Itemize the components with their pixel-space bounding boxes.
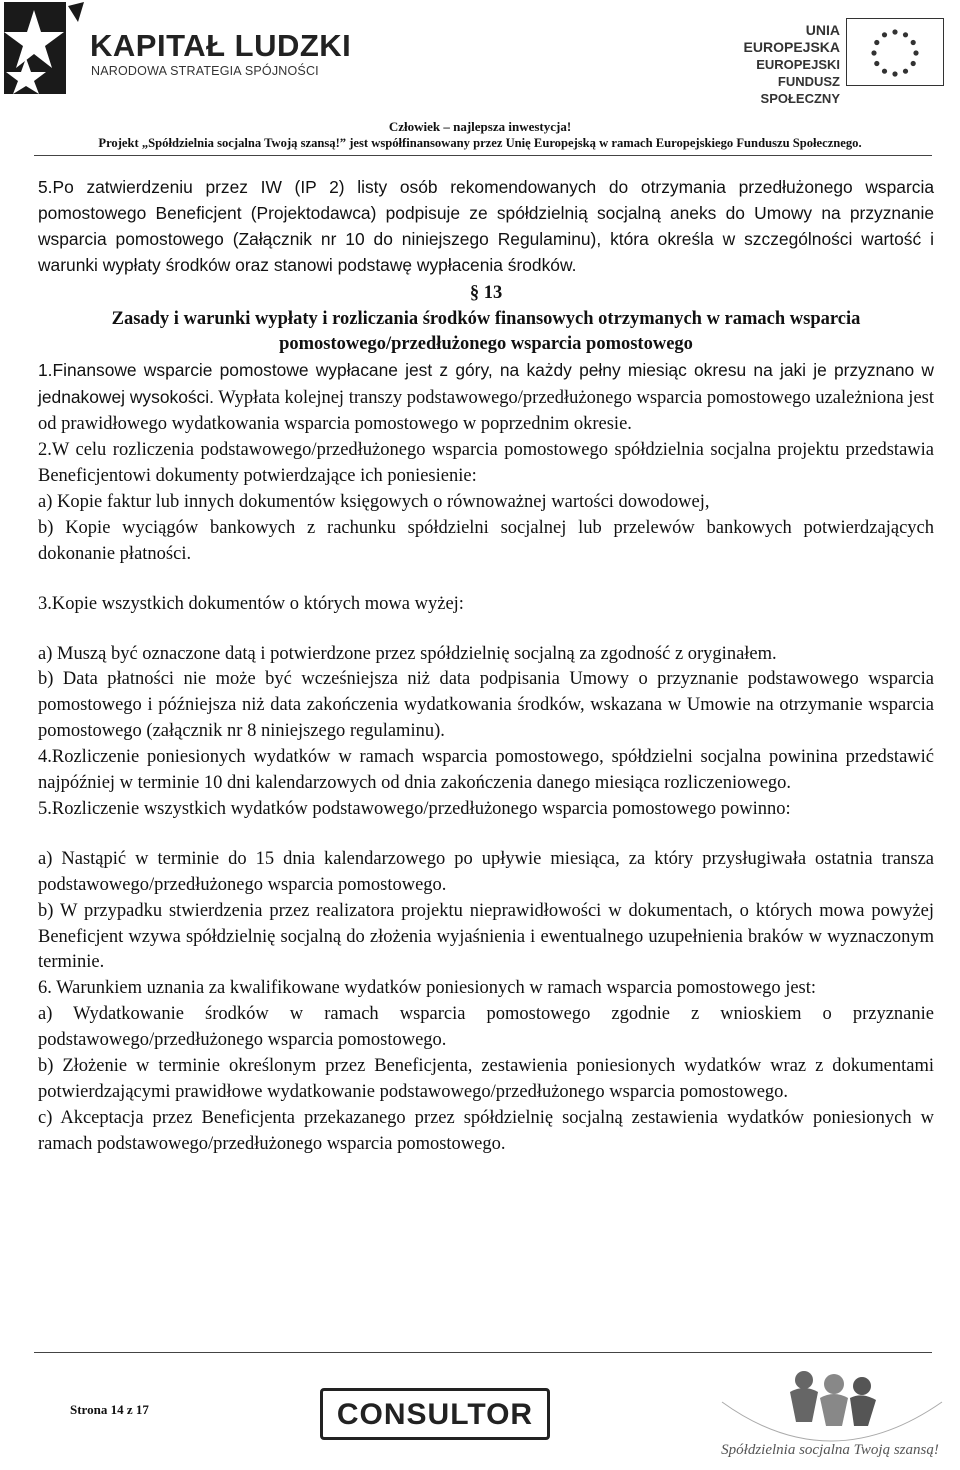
header-divider [34, 155, 932, 156]
paragraph-5-item-a: a) Nastąpić w terminie do 15 dnia kalendarzowego po upływie miesiąca, za który przysługiwała ostatnia transza podstawowego/przedłużonego wsparcia pomostowego. [38, 848, 934, 895]
paragraph-3-item-b: b) Data płatności nie może być wcześniejsza niż data podpisania Umowy o przyznanie podstawowego wsparcia pomostowego i późniejsza niż data zakończenia wydatkowania środków, wskazana w Umowie na otrzymanie wsparcia pomostowego (załącznik nr 8 niniejszego regulaminu). [38, 669, 934, 742]
consultor-logo-text: CONSULTOR [336, 1398, 534, 1431]
paragraph-5-aneks: 5.Po zatwierdzeniu przez IW (IP 2) listy osób rekomendowanych do otrzymania przedłużonego wsparcia pomostowego Beneficjent (Projektodawca) podpisuje ze spółdzielnią socjalną aneks do Umowy na przyznanie wsparcia pomostowego (Załącznik nr 10 do niniejszego Regulaminu), która określa w szczególności wartość i warunki wypłaty środków oraz stanowi podstawę wypłacenia środków. [38, 177, 934, 275]
eu-flag-icon [846, 18, 944, 86]
paragraph-6-item-c: c) Akceptacja przez Beneficjenta przekazanego przez spółdzielnię socjalną zestawienia wydatków poniesionych w ramach podstawowego/przedłużonego wsparcia pomostowego. [38, 1107, 934, 1154]
paragraph-2-item-a: a) Kopie faktur lub innych dokumentów księgowych o równoważnej wartości dowodowej, [38, 491, 710, 512]
paragraph-2: 2.W celu rozliczenia podstawowego/przedłużonego wsparcia pomostowego spółdzielnia socjalna projektu przedstawia Beneficjentowi dokumenty potwierdzające ich poniesienie: [38, 440, 934, 486]
paragraph-4: 4.Rozliczenie poniesionych wydatków w ramach wsparcia pomostowego, spółdzielni socjalna powinina przedstawić najpóźniej w terminie 10 dni kalendarzowych od dnia zakończenia danego miesiąca rozliczeniowego. [38, 747, 934, 794]
section-number: § 13 [469, 282, 503, 303]
motto: Człowiek – najlepsza inwestycja! [388, 119, 572, 134]
paragraph-3: 3.Kopie wszystkich dokumentów o których mowa wyżej: [38, 593, 464, 614]
paragraph-1-part-a: 1.Finansowe wsparcie pomostowe wypłacane jest z góry, na każdy pełny miesiąc okresu na jaki je przyznano w jednakowej wysokości. [38, 360, 934, 408]
kapital-ludzki-mark-icon [4, 2, 84, 94]
page-header [0, 0, 960, 150]
paragraph-2-item-b: b) Kopie wyciągów bankowych z rachunku spółdzielni socjalnej lub przelewów bankowych potwierdzających dokonanie płatności. [38, 517, 934, 564]
paragraph-5-rozliczenie: 5.Rozliczenie wszystkich wydatków podstawowego/przedłużonego wsparcia pomostowego powinno: [38, 798, 791, 819]
paragraph-5-item-b: b) W przypadku stwierdzenia przez realizatora projektu nieprawidłowości w dokumentach, o których mowa powyżej Beneficjent wzywa spółdzielnię socjalną do złożenia wyjaśnienia i ewentualnego uzupełnienia braków w wyznaczonym terminie. [38, 900, 934, 973]
paragraph-1-part-b: Wypłata kolejnej transzy podstawowego/przedłużonego wsparcia pomostowego uzależniona jest od prawidłowego wydatkowania wsparcia pomostowego w poprzednim okresie. [38, 388, 934, 435]
paragraph-6-item-a: a) Wydatkowanie środków w ramach wsparcia pomostowego zgodnie z wnioskiem o przyznanie podstawowego/przedłużonego wsparcia pomostowego. [38, 1004, 934, 1051]
consultor-logo [320, 1388, 550, 1440]
paragraph-6: 6. Warunkiem uznania za kwalifikowane wydatków poniesionych w ramach wsparcia pomostowego jest: [38, 978, 817, 999]
page-number: Strona 14 z 17 [70, 1402, 149, 1417]
paragraph-1 [38, 358, 934, 438]
paragraph-6-item-b: b) Złożenie w terminie określonym przez Beneficjenta, zestawienia poniesionych wydatków wraz z dokumentami potwierdzającymi prawidłowe wydatkowanie podstawowego/przedłużonego wsparcia pomostowego. [38, 1056, 934, 1102]
document-body [38, 175, 934, 1158]
spoldzielnia-logo-icon [712, 1362, 948, 1466]
eu-line-1: UNIA EUROPEJSKA [743, 22, 840, 55]
project-cofinancing-line: Projekt „Spółdzielnia socjalna Twoją szansą!” jest współfinansowany przez Unię Europejską w ramach Europejskiego Funduszu Społecznego. [98, 136, 862, 150]
kapital-ludzki-title: KAPITAŁ LUDZKI [90, 28, 352, 63]
footer-divider [34, 1352, 932, 1353]
eu-line-2: EUROPEJSKI [756, 57, 840, 72]
kapital-ludzki-subtitle: NARODOWA STRATEGIA SPÓJNOŚCI [91, 64, 319, 78]
eu-efs-logo [706, 16, 942, 106]
paragraph-3-item-a: a) Muszą być oznaczone datą i potwierdzone przez spółdzielnię socjalną za zgodność z oryginałem. [38, 643, 777, 664]
section-title: Zasady i warunki wypłaty i rozliczania środków finansowych otrzymanych w ramach wsparcia pomostowego/przedłużonego wsparcia pomostowego [111, 308, 861, 355]
kapital-ludzki-logo [4, 2, 352, 94]
svg-text:Spółdzielnia socjalna Twoją sz: Spółdzielnia socjalna Twoją szansą! [721, 1442, 939, 1458]
eu-line-3: FUNDUSZ SPOŁECZNY [760, 74, 840, 106]
